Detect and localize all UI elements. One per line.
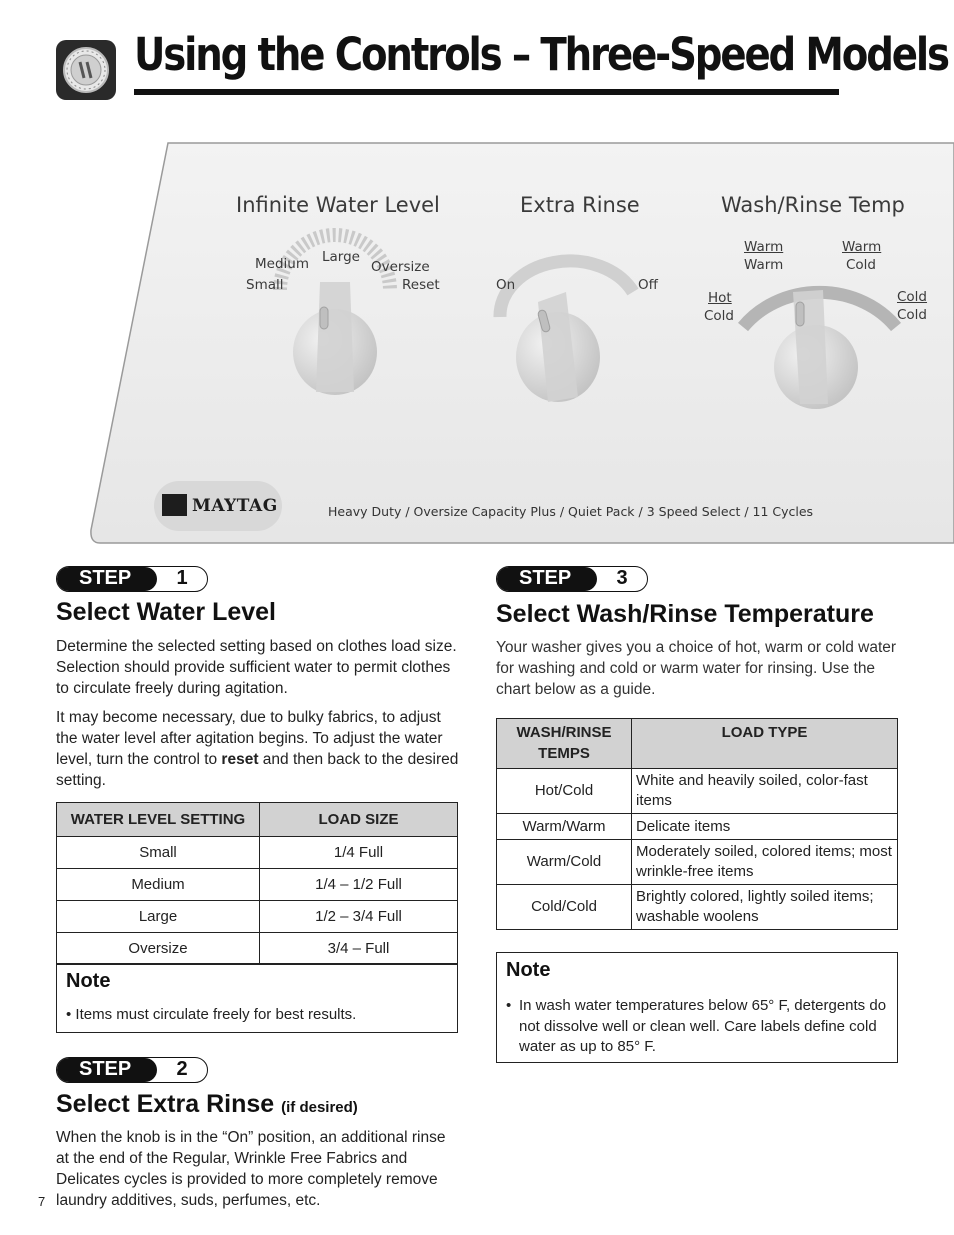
step-3-note-box	[496, 952, 898, 1063]
temp-hot-cold-wash: Hot	[708, 290, 732, 306]
water-level-title: Infinite Water Level	[236, 193, 440, 217]
temp-warm-warm-rinse: Warm	[744, 257, 784, 273]
extra-rinse-on-label: On	[496, 277, 516, 293]
table-header-row	[497, 719, 898, 769]
temp-hot-cold-rinse: Cold	[704, 308, 735, 324]
water-level-small-label: Small	[246, 277, 284, 293]
table-cell: Moderately soiled, colored items; most wrinkle-free items	[632, 840, 898, 885]
panel-tagline: Heavy Duty / Oversize Capacity Plus / Quiet Pack / 3 Speed Select / 11 Cycles	[328, 504, 814, 519]
table-cell: 1/4 Full	[260, 837, 458, 869]
water-level-reset-label: Reset	[402, 277, 440, 293]
table-row	[497, 814, 898, 840]
water-level-oversize-label: Oversize	[371, 259, 430, 275]
note-text: • Items must circulate freely for best results.	[66, 1006, 357, 1023]
table-header: LOAD TYPE	[632, 719, 898, 769]
table-header: WATER LEVEL SETTING	[57, 803, 260, 837]
step-2-heading: Select Extra Rinse (if desired)	[56, 1090, 358, 1118]
step-1-badge	[56, 566, 208, 592]
table-cell: Delicate items	[632, 814, 898, 840]
step-word: STEP	[497, 567, 597, 591]
table-cell: Large	[57, 901, 260, 933]
dial-icon	[56, 40, 116, 100]
step-1-paragraph-2: It may become necessary, due to bulky fabrics, to adjust the water level after agitation begins. To adjust the water level, turn the control to reset and then back to the desired setting.	[56, 709, 459, 789]
step-3-badge	[496, 566, 648, 592]
page-number: 7	[38, 1194, 46, 1209]
step-2-badge	[56, 1057, 208, 1083]
table-cell: Medium	[57, 869, 260, 901]
step-number: 3	[616, 567, 628, 589]
table-row	[497, 840, 898, 885]
water-level-large-label: Large	[322, 249, 360, 265]
table-row	[57, 933, 458, 965]
temp-cold-cold-wash: Cold	[897, 289, 928, 305]
table-row	[497, 885, 898, 930]
step-3-paragraph: Your washer gives you a choice of hot, warm or cold water for washing and cold or warm water for rinsing. Use the chart below as a guide.	[496, 639, 897, 698]
step-2-paragraph: When the knob is in the “On” position, an additional rinse at the end of the Regular, Wrinkle Free Fabrics and Delicates cycles is provided to more completely remove laundry additives, suds, perfumes, etc.	[56, 1129, 446, 1209]
temp-warm-cold-rinse: Cold	[846, 257, 877, 273]
note-title: Note	[506, 959, 551, 981]
step-1-paragraph-1: Determine the selected setting based on clothes load size. Selection should provide sufficient water to permit clothes to circulate freely during agitation.	[56, 638, 457, 697]
note-bullet: •	[506, 997, 512, 1014]
brand-logo-icon	[162, 494, 187, 516]
table-header-row	[57, 803, 458, 837]
table-row	[57, 869, 458, 901]
table-cell: White and heavily soiled, color-fast items	[632, 769, 898, 814]
title-rule	[134, 89, 839, 95]
extra-rinse-off-label: Off	[638, 277, 658, 293]
step-1-note-box	[56, 963, 458, 1033]
wash-rinse-temp-table	[496, 718, 898, 930]
table-row	[57, 837, 458, 869]
table-cell: Warm/Warm	[497, 814, 632, 840]
step-number: 1	[176, 567, 188, 589]
table-row	[497, 769, 898, 814]
note-title: Note	[66, 970, 111, 992]
step-word: STEP	[57, 1058, 157, 1082]
table-cell: Oversize	[57, 933, 260, 965]
table-cell: Brightly colored, lightly soiled items; washable woolens	[632, 885, 898, 930]
temp-cold-cold-rinse: Cold	[897, 307, 928, 323]
table-cell: 1/4 – 1/2 Full	[260, 869, 458, 901]
table-cell: Hot/Cold	[497, 769, 632, 814]
table-cell: 1/2 – 3/4 Full	[260, 901, 458, 933]
step-3-heading: Select Wash/Rinse Temperature	[496, 600, 874, 628]
wash-rinse-temp-title: Wash/Rinse Temp	[721, 193, 905, 217]
control-panel-illustration	[88, 142, 954, 544]
step-word: STEP	[57, 567, 157, 591]
step-1-heading: Select Water Level	[56, 598, 277, 626]
water-level-medium-label: Medium	[255, 256, 309, 272]
extra-rinse-title: Extra Rinse	[520, 193, 640, 217]
note-text: In wash water temperatures below 65° F, detergents do not dissolve well or clean well. Care labels define cold water as up to 85° F.	[519, 997, 887, 1055]
table-header: LOAD SIZE	[260, 803, 458, 837]
table-row	[57, 901, 458, 933]
page-title: Using the Controls – Three-Speed Models	[134, 28, 948, 81]
table-cell: Warm/Cold	[497, 840, 632, 885]
temp-warm-warm-wash: Warm	[744, 239, 784, 255]
temp-warm-cold-wash: Warm	[842, 239, 882, 255]
brand-name: MAYTAG	[192, 496, 278, 516]
table-cell: Small	[57, 837, 260, 869]
table-header: WASH/RINSE TEMPS	[497, 719, 632, 769]
table-cell: 3/4 – Full	[260, 933, 458, 965]
water-level-table	[56, 802, 458, 965]
table-cell: Cold/Cold	[497, 885, 632, 930]
step-number: 2	[176, 1058, 188, 1080]
section-icon	[56, 40, 116, 100]
